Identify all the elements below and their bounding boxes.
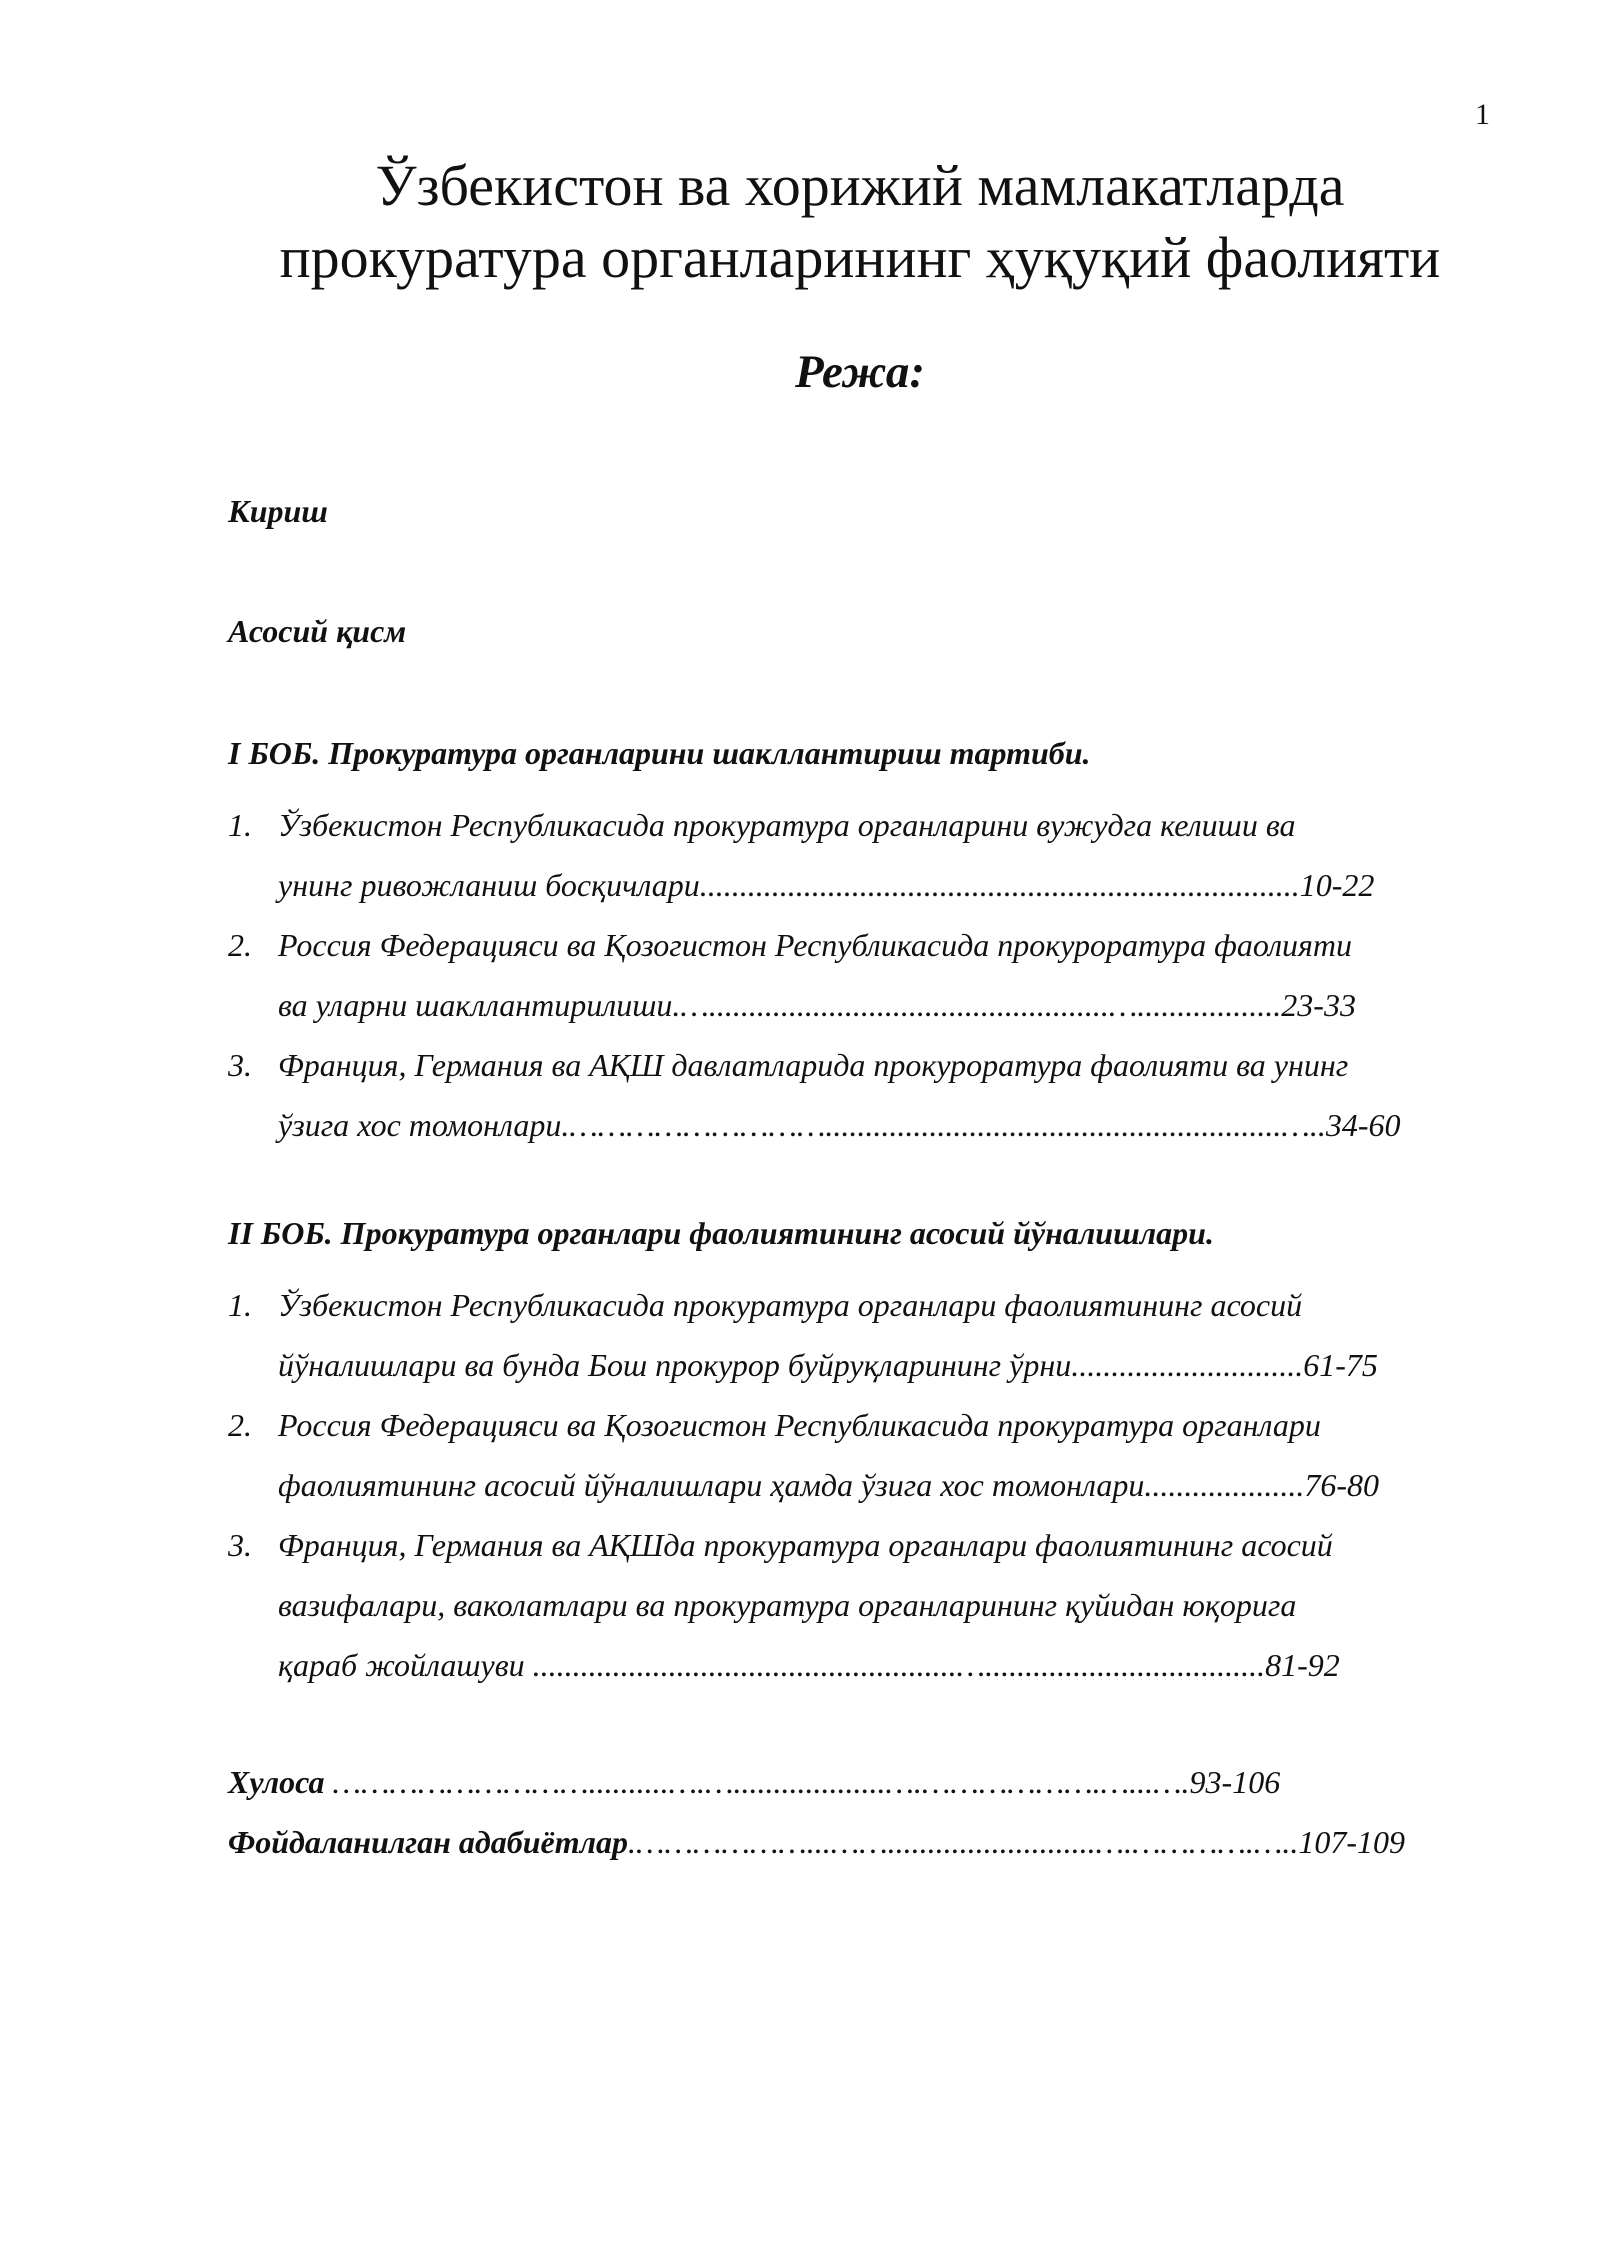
chapter-1 bbox=[228, 735, 1488, 1155]
toc-item-line: унинг ривожланиш босқичлари...........................................................................10-22 bbox=[278, 867, 1375, 903]
plan-heading: Режа: bbox=[795, 346, 925, 398]
back-matter bbox=[228, 1752, 1488, 1872]
toc-item-line: фаолиятининг асосий йўналишлари ҳамда ўзига хос томонлари....................76-80 bbox=[278, 1467, 1380, 1503]
toc-item-number: 2. bbox=[228, 927, 252, 963]
toc-item-number: 2. bbox=[228, 1407, 252, 1443]
toc-item bbox=[228, 915, 1488, 1035]
document-title bbox=[180, 150, 1540, 294]
toc-item-number: 3. bbox=[228, 1527, 252, 1563]
toc-item-line: Ўзбекистон Республикасида прокуратура органлари фаолиятининг асосий bbox=[278, 1287, 1303, 1323]
references-leader: .………………...……..........................….………….…..107-109 bbox=[628, 1824, 1406, 1860]
toc-item-line: ва уларни шакллантирилиши.…..................................................…..................23-33 bbox=[278, 987, 1356, 1023]
toc-item bbox=[228, 795, 1488, 915]
chapter-2-title: II БОБ. Прокуратура органлари фаолиятининг асосий йўналишлари. bbox=[228, 1215, 1214, 1251]
toc-item-number: 3. bbox=[228, 1047, 252, 1083]
page-number: 1 bbox=[1475, 98, 1490, 131]
title-line-1: Ўзбекистон ва хорижий мамлакатларда bbox=[375, 153, 1345, 218]
toc-item-line: қараб жойлашуви .....................................................…...................................81-92 bbox=[278, 1647, 1340, 1683]
toc-item bbox=[228, 1275, 1488, 1395]
conclusion-leader: ………………………..........….…...................….……………….…...….93-106 bbox=[324, 1764, 1281, 1800]
main-part-entry: Асосий қисм bbox=[228, 613, 407, 649]
toc-item-line: Россия Федерацияси ва Қозогистон Республикасида прокуроратура фаолияти bbox=[278, 927, 1352, 963]
chapter-2 bbox=[228, 1215, 1488, 1695]
toc-item-line: Франция, Германия ва АҚШда прокуратура органлари фаолиятининг асосий bbox=[278, 1527, 1333, 1563]
toc-item-line: Ўзбекистон Республикасида прокуратура органларини вужудга келиши ва bbox=[278, 807, 1296, 843]
toc-item-line: ўзига хос томонлари.……………………….........................................................…..34-60 bbox=[278, 1107, 1401, 1143]
conclusion-entry bbox=[228, 1752, 1488, 1812]
toc-item-line: йўналишлари ва бунда Бош прокурор буйруқларининг ўрни.............................61-75 bbox=[278, 1347, 1378, 1383]
references-entry bbox=[228, 1812, 1488, 1872]
toc-item-line: Россия Федерацияси ва Қозогистон Республикасида прокуратура органлари bbox=[278, 1407, 1321, 1443]
toc-item-number: 1. bbox=[228, 807, 252, 843]
toc-item bbox=[228, 1515, 1488, 1695]
toc-item-line: вазифалари, ваколатлари ва прокуратура органларининг қуйидан юқорига bbox=[278, 1587, 1297, 1623]
title-line-2: прокуратура органларининг ҳуқуқий фаолияти bbox=[279, 225, 1441, 290]
toc-item bbox=[228, 1035, 1488, 1155]
toc-item bbox=[228, 1395, 1488, 1515]
conclusion-label: Хулоса bbox=[228, 1764, 325, 1800]
toc-item-number: 1. bbox=[228, 1287, 252, 1323]
intro-entry: Кириш bbox=[228, 493, 328, 529]
references-label: Фойдаланилган адабиётлар bbox=[228, 1824, 629, 1860]
toc-item-line: Франция, Германия ва АҚШ давлатларида прокуроратура фаолияти ва унинг bbox=[278, 1047, 1349, 1083]
chapter-1-title: I БОБ. Прокуратура органларини шакллантириш тартиби. bbox=[228, 735, 1091, 771]
